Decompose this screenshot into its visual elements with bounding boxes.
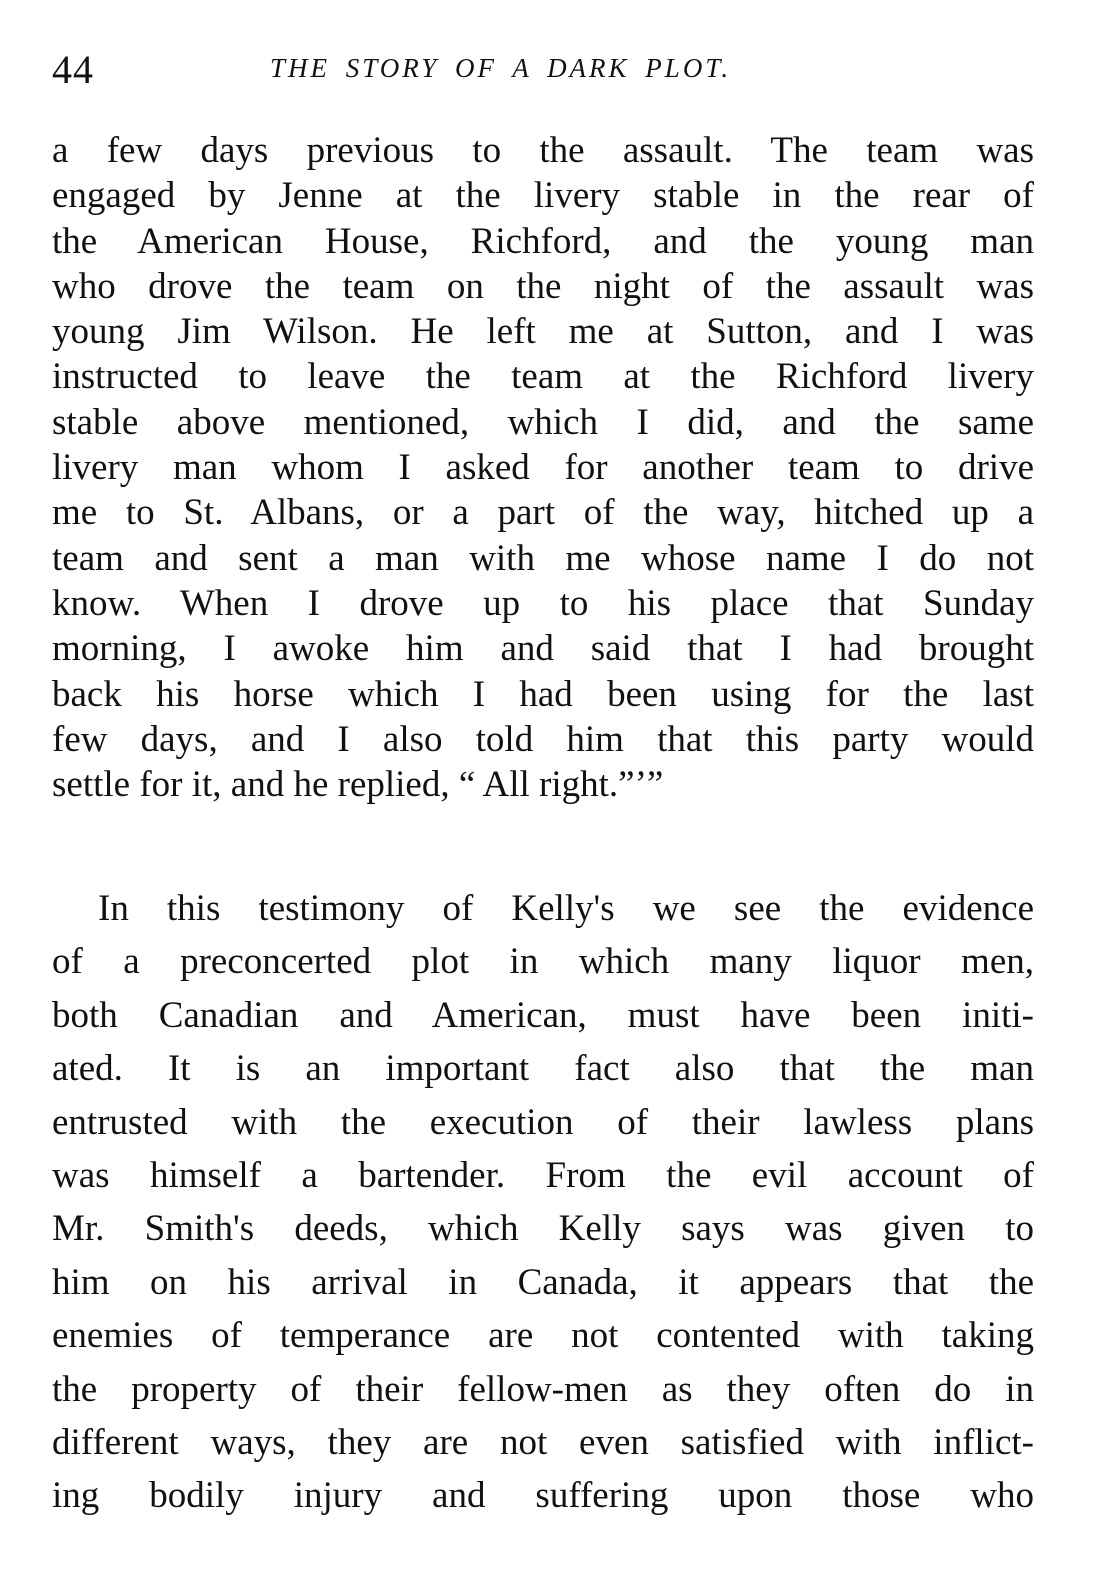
text-line: engaged by Jenne at the livery stable in the rear of bbox=[52, 175, 1034, 217]
text-line: livery man whom I asked for another team to drive bbox=[52, 447, 1034, 489]
text-line: entrusted with the execution of their lawless plans bbox=[52, 1101, 1034, 1143]
text-line: him on his arrival in Canada, it appears that the bbox=[52, 1261, 1034, 1303]
text-line: ing bodily injury and suffering upon those who bbox=[52, 1475, 1034, 1517]
text-line: enemies of temperance are not contented with taking bbox=[52, 1315, 1034, 1357]
text-line: the property of their fellow-men as they often do in bbox=[52, 1368, 1034, 1410]
text-line: instructed to leave the team at the Richford livery bbox=[52, 356, 1034, 398]
text-line: a few days previous to the assault. The team was bbox=[52, 130, 1034, 171]
text-line: of a preconcerted plot in which many liquor men, bbox=[52, 941, 1034, 983]
page-number: 44 bbox=[52, 47, 94, 92]
text-line: back his horse which I had been using for the last bbox=[52, 673, 1034, 715]
text-line: the American House, Richford, and the young man bbox=[52, 220, 1034, 262]
text-line: different ways, they are not even satisfied with inflict- bbox=[52, 1421, 1034, 1463]
text-line: young Jim Wilson. He left me at Sutton, and I was bbox=[52, 311, 1034, 353]
text-line: morning, I awoke him and said that I had brought bbox=[52, 628, 1034, 670]
text-line: know. When I drove up to his place that Sunday bbox=[52, 582, 1034, 624]
text-line: both Canadian and American, must have been initi- bbox=[52, 994, 1034, 1036]
running-title: THE STORY OF A DARK PLOT. bbox=[270, 53, 732, 83]
body-paragraph bbox=[52, 882, 1034, 1523]
text-line: settle for it, and he replied, “ All right.”’” bbox=[52, 764, 664, 806]
text-line: was himself a bartender. From the evil account of bbox=[52, 1154, 1034, 1196]
text-line: who drove the team on the night of the assault was bbox=[52, 265, 1034, 307]
text-line: team and sent a man with me whose name I do not bbox=[52, 537, 1034, 579]
quoted-testimony bbox=[52, 128, 1034, 807]
text-line: few days, and I also told him that this party would bbox=[52, 718, 1034, 760]
text-line: me to St. Albans, or a part of the way, hitched up a bbox=[52, 492, 1034, 534]
text-line: ated. It is an important fact also that the man bbox=[52, 1048, 1034, 1090]
text-line: In this testimony of Kelly's we see the evidence bbox=[98, 888, 1034, 929]
text-line: stable above mentioned, which I did, and the same bbox=[52, 401, 1034, 443]
text-line: Mr. Smith's deeds, which Kelly says was given to bbox=[52, 1208, 1034, 1250]
